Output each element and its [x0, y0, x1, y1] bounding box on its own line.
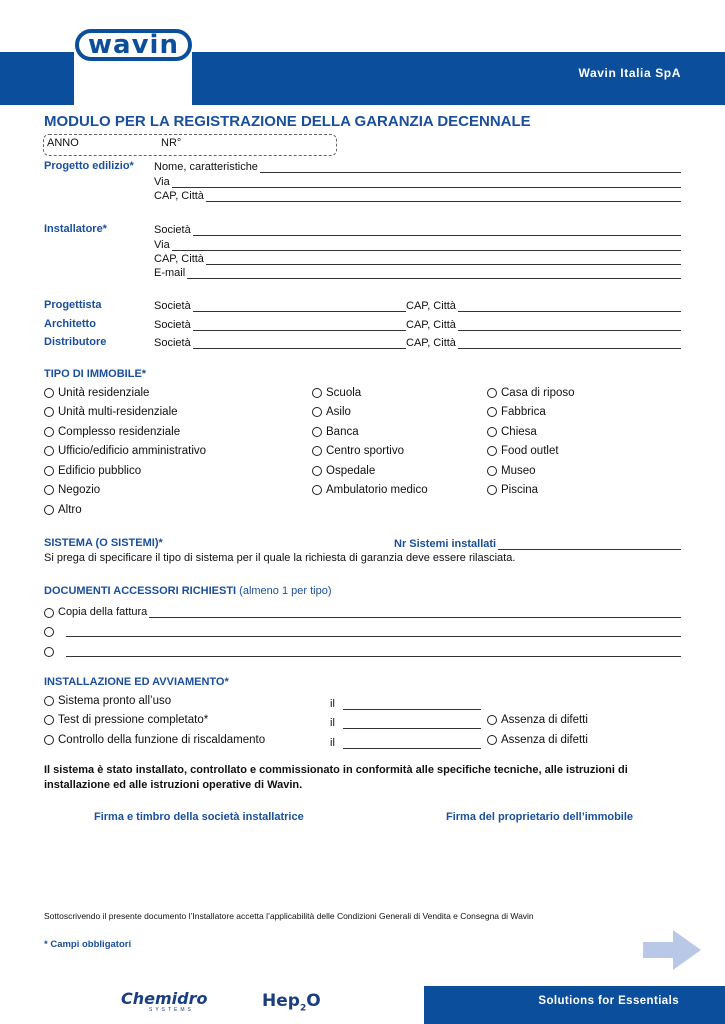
- field-line: [193, 320, 406, 331]
- option-label: Edificio pubblico: [58, 465, 142, 477]
- option-centro-sportivo[interactable]: [312, 445, 404, 457]
- architetto-label: Architetto: [44, 318, 96, 330]
- option-label: Piscina: [501, 484, 539, 496]
- field-line: [206, 254, 681, 265]
- progetto-cap-field[interactable]: [154, 188, 681, 202]
- company-name: Wavin Italia SpA: [578, 66, 681, 80]
- data-test-pressione-field[interactable]: [330, 715, 481, 729]
- field-label: Via: [154, 176, 170, 188]
- option-label: Complesso residenziale: [58, 426, 181, 438]
- hep2o-logo: [262, 991, 321, 1013]
- sistema-heading: SISTEMA (O SISTEMI)*: [44, 537, 163, 549]
- radio-circle-icon: [44, 627, 54, 637]
- option-banca[interactable]: [312, 426, 359, 438]
- option-label: Assenza di difetti: [501, 714, 588, 726]
- radio-circle-icon: [44, 608, 54, 618]
- progetto-nome-field[interactable]: [154, 159, 681, 173]
- field-label: Società: [154, 337, 191, 349]
- option-label: Centro sportivo: [326, 445, 404, 457]
- option-label: Assenza di difetti: [501, 734, 588, 746]
- option-label: Chiesa: [501, 426, 537, 438]
- radio-circle-icon: [487, 388, 497, 398]
- field-line: [66, 626, 681, 637]
- option-sistema-pronto[interactable]: [44, 695, 171, 707]
- radio-circle-icon: [44, 427, 54, 437]
- radio-circle-icon: [44, 407, 54, 417]
- option-label: Unità residenziale: [58, 387, 150, 399]
- radio-circle-icon: [44, 505, 54, 515]
- nr-label: NR°: [161, 137, 182, 149]
- option-label: Asilo: [326, 406, 351, 418]
- documento-altro-field-1[interactable]: [44, 623, 681, 637]
- progetto-via-field[interactable]: [154, 174, 681, 188]
- radio-circle-icon: [312, 427, 322, 437]
- option-altro[interactable]: [44, 504, 82, 516]
- radio-circle-icon: [487, 485, 497, 495]
- installatore-email-field[interactable]: [154, 265, 681, 279]
- nr-sistemi-field[interactable]: [394, 536, 681, 550]
- field-line: [193, 225, 681, 236]
- radio-circle-icon: [312, 485, 322, 495]
- arrow-right-icon: [643, 928, 703, 972]
- field-label: il: [330, 737, 335, 749]
- radio-circle-icon: [44, 388, 54, 398]
- option-label: Ambulatorio medico: [326, 484, 428, 496]
- field-line: [193, 338, 406, 349]
- field-label: CAP, Città: [154, 190, 204, 202]
- documenti-heading-text: DOCUMENTI ACCESSORI RICHIESTI: [44, 585, 237, 597]
- hep2o-sub: 2: [299, 1003, 307, 1014]
- radio-circle-icon: [312, 407, 322, 417]
- option-chiesa[interactable]: [487, 426, 537, 438]
- documenti-heading-note: (almeno 1 per tipo): [239, 585, 332, 597]
- progettista-cap-field[interactable]: [406, 298, 681, 312]
- data-controllo-field[interactable]: [330, 735, 481, 749]
- campi-obbligatori: * Campi obbligatori: [44, 939, 132, 950]
- radio-circle-icon: [312, 466, 322, 476]
- option-negozio[interactable]: [44, 484, 100, 496]
- option-label: Negozio: [58, 484, 101, 496]
- distributore-label: Distributore: [44, 336, 107, 348]
- option-fabbrica[interactable]: [487, 406, 546, 418]
- option-label: Sistema pronto all’uso: [58, 695, 172, 707]
- installatore-societa-field[interactable]: [154, 222, 681, 236]
- distributore-societa-field[interactable]: [154, 335, 406, 349]
- hep2o-text: Hep: [262, 991, 300, 1011]
- slogan: Solutions for Essentials: [538, 995, 679, 1007]
- option-controllo-riscaldamento[interactable]: [44, 734, 265, 746]
- installatore-via-field[interactable]: [154, 237, 681, 251]
- chemidro-text: Chemidro: [121, 989, 208, 1008]
- field-label: Società: [154, 224, 191, 236]
- field-line: [343, 718, 481, 729]
- option-assenza-difetti-2[interactable]: [487, 734, 588, 746]
- chemidro-subtext: SYSTEMS: [149, 1007, 194, 1013]
- option-asilo[interactable]: [312, 406, 351, 418]
- radio-circle-icon: [487, 427, 497, 437]
- option-label: Food outlet: [501, 445, 559, 457]
- installatore-label: Installatore*: [44, 223, 107, 235]
- radio-circle-icon: [44, 715, 54, 725]
- field-line: [343, 738, 481, 749]
- field-line: [458, 320, 681, 331]
- firma-installatrice-label: Firma e timbro della società installatrice: [94, 811, 304, 823]
- chemidro-logo: [121, 991, 207, 1013]
- option-museo[interactable]: [487, 465, 536, 477]
- footer-note: Sottoscrivendo il presente documento l’Installatore accetta l’applicabilità delle Condizioni Generali di Vendita e Consegna di Wavin: [44, 911, 534, 921]
- field-label: il: [330, 698, 335, 710]
- field-line: [206, 191, 681, 202]
- option-label: Scuola: [326, 387, 362, 399]
- architetto-societa-field[interactable]: [154, 317, 406, 331]
- option-label: Banca: [326, 426, 359, 438]
- installatore-cap-field[interactable]: [154, 251, 681, 265]
- wavin-logo: [75, 29, 192, 61]
- radio-circle-icon: [44, 446, 54, 456]
- option-food-outlet[interactable]: [487, 445, 559, 457]
- installazione-heading: INSTALLAZIONE ED AVVIAMENTO*: [44, 676, 229, 688]
- field-label: il: [330, 717, 335, 729]
- architetto-cap-field[interactable]: [406, 317, 681, 331]
- option-label: Altro: [58, 504, 82, 516]
- option-ambulatorio-medico[interactable]: [312, 484, 428, 496]
- field-label: Nome, caratteristiche: [154, 161, 258, 173]
- radio-circle-icon: [44, 647, 54, 657]
- header-column-line-right: [192, 52, 196, 105]
- conformity-statement: Il sistema è stato installato, controllato e commissionato in conformità alle specifiche tecniche, alle istruzioni di installazione ed alle istruzioni operative di Wavin.: [44, 764, 628, 791]
- radio-circle-icon: [312, 446, 322, 456]
- option-ospedale[interactable]: [312, 465, 375, 477]
- page-title: MODULO PER LA REGISTRAZIONE DELLA GARANZIA DECENNALE: [44, 113, 531, 130]
- field-label: CAP, Città: [406, 300, 456, 312]
- option-edificio-pubblico[interactable]: [44, 465, 141, 477]
- radio-circle-icon: [312, 388, 322, 398]
- field-line: [149, 607, 681, 618]
- option-unita-multi-residenziale[interactable]: [44, 406, 178, 418]
- field-line: [187, 268, 681, 279]
- option-label: Museo: [501, 465, 536, 477]
- field-line: [172, 240, 681, 251]
- field-label: CAP, Città: [406, 319, 456, 331]
- option-complesso-residenziale[interactable]: [44, 426, 180, 438]
- option-assenza-difetti-1[interactable]: [487, 714, 588, 726]
- field-label: CAP, Città: [406, 337, 456, 349]
- anno-label: ANNO: [47, 137, 79, 149]
- field-line: [458, 338, 681, 349]
- radio-circle-icon: [487, 715, 497, 725]
- radio-circle-icon: [487, 466, 497, 476]
- option-piscina[interactable]: [487, 484, 538, 496]
- field-line: [193, 301, 406, 312]
- tipo-heading: TIPO DI IMMOBILE*: [44, 368, 147, 380]
- radio-circle-icon: [44, 735, 54, 745]
- data-sistema-pronto-field[interactable]: [330, 696, 481, 710]
- radio-circle-icon: [44, 696, 54, 706]
- field-label: CAP, Città: [154, 253, 204, 265]
- field-label: Via: [154, 239, 170, 251]
- field-line: [498, 539, 681, 550]
- field-line: [66, 646, 681, 657]
- option-test-pressione[interactable]: [44, 714, 208, 726]
- radio-circle-icon: [44, 485, 54, 495]
- option-label: Ufficio/edificio amministrativo: [58, 445, 207, 457]
- radio-circle-icon: [487, 735, 497, 745]
- option-label: Ospedale: [326, 465, 376, 477]
- option-label: Controllo della funzione di riscaldamento: [58, 734, 266, 746]
- distributore-cap-field[interactable]: [406, 335, 681, 349]
- field-label: Società: [154, 319, 191, 331]
- documento-fattura-field[interactable]: [44, 604, 681, 618]
- radio-circle-icon: [487, 407, 497, 417]
- documento-altro-field-2[interactable]: [44, 643, 681, 657]
- option-label: Fabbrica: [501, 406, 546, 418]
- option-casa-di-riposo[interactable]: [487, 387, 575, 399]
- option-label: Unità multi-residenziale: [58, 406, 178, 418]
- hep2o-end: O: [306, 991, 321, 1011]
- progetto-label: Progetto edilizio*: [44, 160, 134, 172]
- option-unita-residenziale[interactable]: [44, 387, 149, 399]
- radio-circle-icon: [44, 466, 54, 476]
- option-ufficio[interactable]: [44, 445, 206, 457]
- documenti-heading: [44, 585, 332, 597]
- field-line: [260, 162, 681, 173]
- field-label: E-mail: [154, 267, 186, 279]
- option-scuola[interactable]: [312, 387, 361, 399]
- radio-circle-icon: [487, 446, 497, 456]
- header-column-line-left: [70, 52, 74, 105]
- field-label: Copia della fattura: [58, 606, 148, 618]
- option-label: Casa di riposo: [501, 387, 575, 399]
- sistema-note: Si prega di specificare il tipo di sistema per il quale la richiesta di garanzia deve essere rilasciata.: [44, 552, 516, 564]
- field-line: [343, 699, 481, 710]
- logo-text: wavin: [88, 30, 179, 60]
- anno-nr-box: [43, 134, 337, 156]
- field-line: [172, 177, 681, 188]
- field-label: Nr Sistemi installati: [394, 538, 497, 550]
- option-label: Test di pressione completato*: [58, 714, 209, 726]
- progettista-societa-field[interactable]: [154, 298, 406, 312]
- progettista-label: Progettista: [44, 299, 102, 311]
- field-label: Società: [154, 300, 191, 312]
- firma-proprietario-label: Firma del proprietario dell’immobile: [446, 811, 634, 823]
- field-line: [458, 301, 681, 312]
